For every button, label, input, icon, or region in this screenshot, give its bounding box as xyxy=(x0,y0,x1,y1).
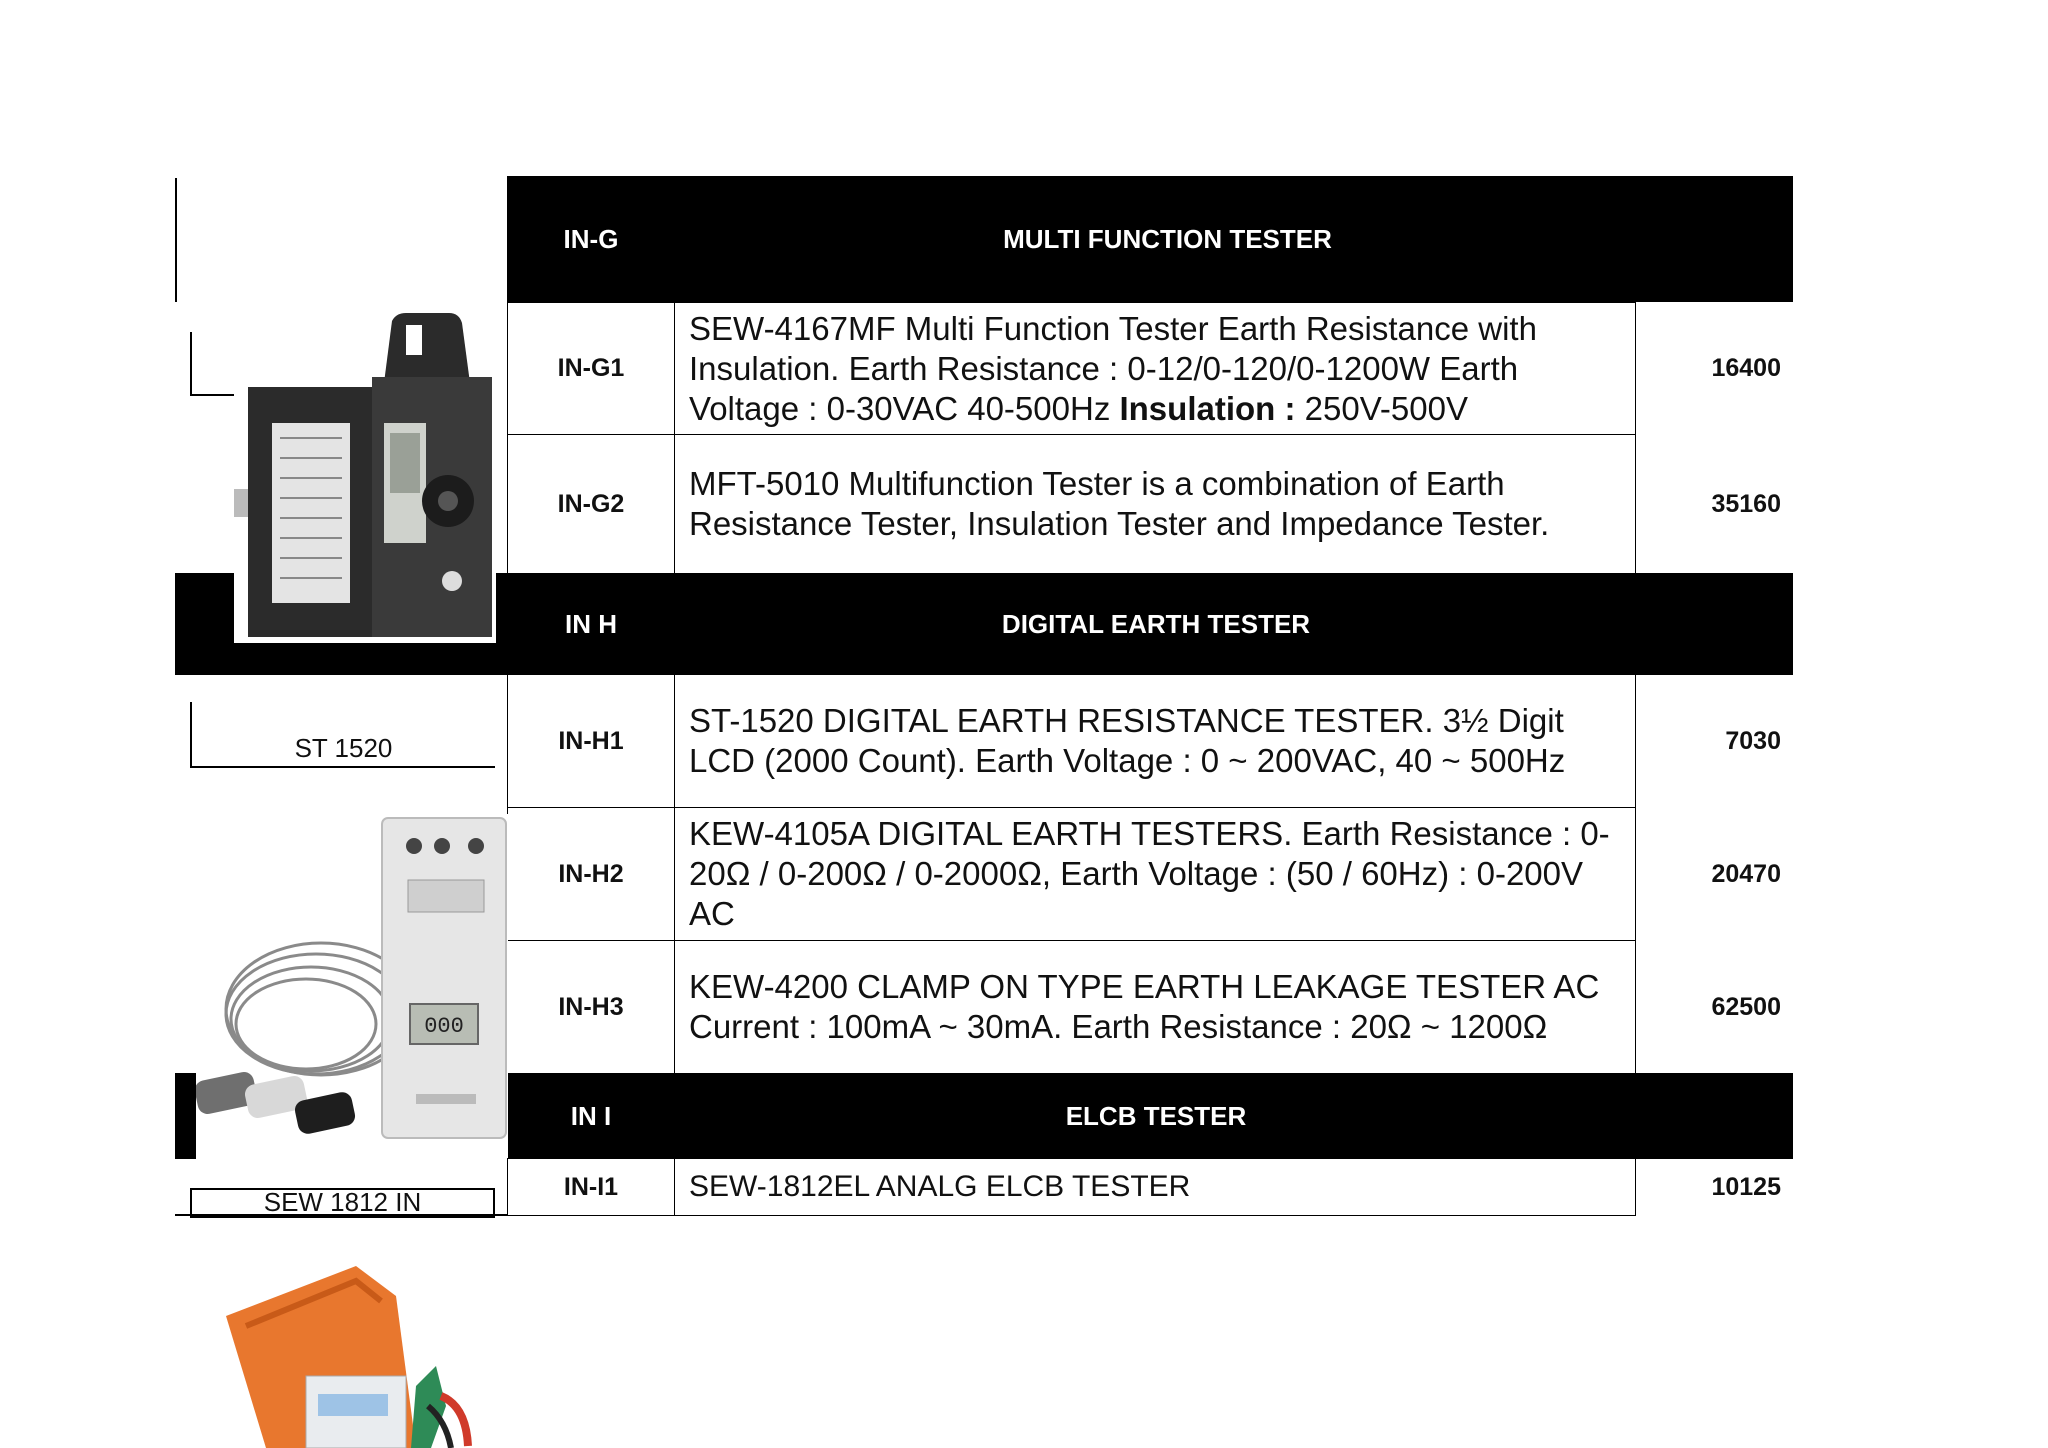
row-desc-h3: KEW-4200 CLAMP ON TYPE EARTH LEAKAGE TESTER AC Current : 100mA ~ 30mA. Earth Resistance : 20Ω ~ 1200Ω xyxy=(674,940,1636,1074)
caption-frame-top xyxy=(190,332,235,396)
row-price-g1: 16400 xyxy=(1711,354,1781,382)
desc-text: SEW-4167MF Multi Function Tester Earth Resistance with Insulation. Earth Resistance : 0-12/0-120/0-1200W Earth Voltage : 0-30VAC 40-500Hz Insulation : 250V-500V xyxy=(689,309,1537,427)
section-code: IN-G xyxy=(563,223,619,254)
row-desc-g1 xyxy=(674,302,1636,435)
row-desc-h2: KEW-4105A DIGITAL EARTH TESTERS. Earth Resistance : 0-20Ω / 0-200Ω / 0-2000Ω, Earth Voltage : (50 / 60Hz) : 0-200V AC xyxy=(674,807,1636,941)
row-code-g1: IN-G1 xyxy=(507,302,675,435)
section-title: DIGITAL EARTH TESTER xyxy=(1001,608,1311,639)
row-price-h2: 20470 xyxy=(1711,859,1781,888)
caption-text: SEW 1812 IN xyxy=(263,1187,422,1217)
section-title: ELCB TESTER xyxy=(1065,1100,1247,1131)
section-title: MULTI FUNCTION TESTER xyxy=(1003,223,1332,254)
row-price-h1: 7030 xyxy=(1725,726,1781,755)
row-code-i1: IN-I1 xyxy=(507,1158,675,1216)
caption-text: ST 1520 xyxy=(294,733,393,763)
caption-sew1812 xyxy=(190,1188,495,1218)
row-code-h2: IN-H2 xyxy=(507,807,675,941)
row-price-i1: 10125 xyxy=(1711,1172,1781,1201)
row-desc-g2: MFT-5010 Multifunction Tester is a combination of Earth Resistance Tester, Insulation Tester and Impedance Tester. xyxy=(674,434,1636,574)
elcb-tester-image xyxy=(206,1256,486,1448)
row-desc-i1: SEW-1812EL ANALG ELCB TESTER xyxy=(674,1158,1636,1216)
lcd-reading: 000 xyxy=(424,1014,464,1039)
section-code: IN I xyxy=(570,1100,612,1131)
multi-function-tester-image xyxy=(234,313,496,643)
caption-st1520 xyxy=(190,702,495,768)
row-code-h3: IN-H3 xyxy=(507,940,675,1074)
digital-earth-tester-image xyxy=(196,814,508,1160)
row-price-g2: 35160 xyxy=(1711,489,1781,518)
row-price-h3: 62500 xyxy=(1711,992,1781,1021)
left-rule-top xyxy=(175,178,177,302)
row-code-h1: IN-H1 xyxy=(507,674,675,808)
section-header-multi-function xyxy=(507,176,1793,302)
section-code: IN H xyxy=(565,608,617,639)
row-code-g2: IN-G2 xyxy=(507,434,675,574)
row-desc-h1: ST-1520 DIGITAL EARTH RESISTANCE TESTER. 3½ Digit LCD (2000 Count). Earth Voltage : 0 ~ 200VAC, 40 ~ 500Hz xyxy=(674,674,1636,808)
